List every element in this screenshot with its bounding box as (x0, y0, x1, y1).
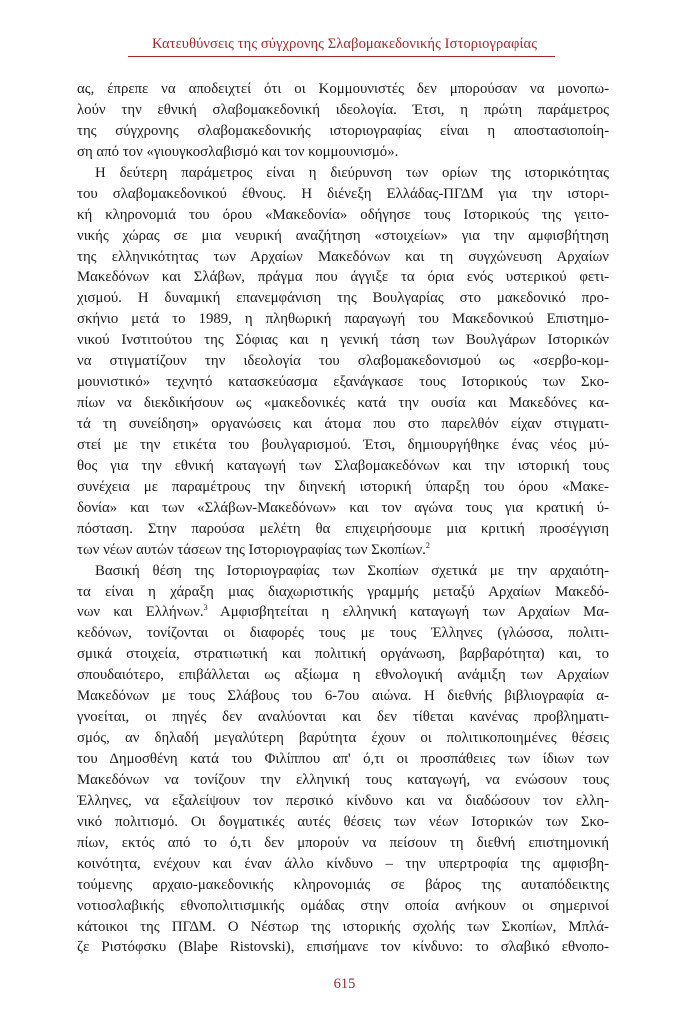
text-line: γνοείται, οι πηγές δεν αναλύονται και δεν τίθεται κανένας προβληματι- (77, 709, 609, 726)
footnote-ref-3[interactable]: 3 (203, 603, 208, 613)
text-line: Μακεδόνων και Σλάβων, πράγμα που άγγιξε τα όρια ενός υστερικού φετι- (77, 269, 609, 286)
line-text: νων και Ελλήνων. (77, 604, 204, 621)
paragraph-1 (77, 79, 609, 163)
text-line: πίων να διεκδικήσουν ως «μακεδονικές κατά την ουσία και Μακεδόνες κα- (77, 395, 609, 412)
text-line (77, 602, 609, 623)
text-line: ας, έπρεπε να αποδειχτεί ότι οι Κομμουνιστές δεν μπορούσαν να μονοπω- (77, 81, 609, 97)
text-line: κοινότητα, ενέχουν και έναν άλλο κίνδυνο – την υπερτροφία της αμφισβη- (77, 855, 609, 872)
header-rule (128, 56, 555, 57)
text-line: Έλληνες, να εξαλείψουν τον περσικό κίνδυνο και να διαδώσουν τον ελλη- (77, 792, 609, 809)
text-line: Βασική θέση της Ιστοριογραφίας των Σκοπίων σχετικά με την αρχαιότη- (95, 562, 609, 579)
text-line: του Δημοσθένη κατά του Φιλίππου απ' ό,τι οι προσπάθειες των ίδιων των (77, 751, 609, 767)
text-line: κή κληρονομιά του όρου «Μακεδονία» οδήγησε τους Ιστορικούς της γειτο- (77, 206, 609, 223)
body-text (77, 79, 609, 958)
text-line: νοτιοσλαβικής εθνοπολιτισμικής ομάδας στην οποία ανήκουν οι σημερινοί (77, 897, 609, 914)
text-line: Μακεδόνων να τονίζουν την ελληνική τους καταγωγή, να ενώσουν τους (77, 771, 609, 788)
text-line: πίων, εκτός από το ό,τι δεν μπορούν να πείσουν τη διεθνή επιστημονική (77, 834, 609, 851)
text-line: σπουδαιότερο, επιβάλλεται ως αξίωμα η εθνολογική ανάμιξη των Αρχαίων (77, 667, 609, 684)
text-line: συνέχεια με παραμέτρους την διηνεκή ιστορική ύπαρξη του όρου «Μακε- (77, 478, 609, 495)
line-text: Αμφισβητείται η ελληνική καταγωγή των Αρχαίων Μα- (207, 604, 609, 621)
text-line: νικής χώρας σε μια νευρική αναζήτηση «στοιχείων» για την αμφισβήτηση (77, 227, 609, 244)
text-line: τούμενης αρχαιο-μακεδονικής κληρονομιάς σε βάρος της αυταπόδεικτης (77, 876, 609, 893)
text-line: σκήνιο μετά το 1989, η πληθωρική παραγωγή του Μακεδονικού Επιστημο- (77, 311, 609, 328)
paragraph-3 (77, 561, 609, 959)
footnote-ref-2[interactable]: 2 (425, 540, 430, 550)
text-line: να στιγματίζουν την ιδεολογία του σλαβομακεδονισμού ως «σερβο-κομ- (77, 353, 609, 370)
text-line: νικό πολιτισμό. Οι δογματικές αυτές θέσεις των νέων Ιστορικών των Σκο- (77, 813, 609, 830)
text-line: λούν την εθνική σλαβομακεδονική ιδεολογία. Έτσι, η πρώτη παράμετρος (77, 101, 609, 118)
paragraph-2 (77, 163, 609, 561)
text-line: Η δεύτερη παράμετρος είναι η διεύρυνση των ορίων της ιστορικότητας (95, 164, 609, 181)
text-line: στεί με την ετικέτα του βουλγαρισμού. Έτσι, δημιουργήθηκε ένας νέος μύ- (77, 436, 609, 453)
text-line: δονία» και των «Σλάβων-Μακεδόνων» και τον αγώνα τους για κρατική ύ- (77, 499, 609, 516)
text-line: της ελληνικότητας των Αρχαίων Μακεδόνων και τη συγχώνευση Αρχαίων (77, 248, 609, 265)
text-line: κάτοικοι της ΠΓΔΜ. Ο Νέστωρ της ιστορικής σχολής των Σκοπίων, Μπλά- (77, 918, 609, 935)
text-line: ζε Ριστόφσκυ (Blaþe Ristovski), επισήμανε τον κίνδυνο: το σλαβικό εθνοπο- (77, 939, 609, 956)
text-line: ση από τον «γιουγκοσλαβισμό και τον κομμουνισμό». (77, 143, 399, 160)
text-line: Μακεδόνων με τους Σλάβους του 6-7ου αιώνα. Η διεθνής βιβλιογραφία α- (77, 688, 609, 705)
text-line: κεδόνων, τονίζονται οι διαφορές τους με τους Έλληνες (γλώσσα, πολιτι- (77, 625, 609, 642)
line-text: των νέων αυτών τάσεων της Ιστοριογραφίας των Σκοπίων. (77, 541, 426, 558)
text-line: σμικά στοιχεία, στρατιωτική και πολιτική οργάνωση, βαρβαρότητα) και, το (77, 646, 609, 663)
text-line: χισμού. Η δυναμική επανεμφάνιση της Βουλγαρίας στο μακεδονικό προ- (77, 290, 609, 307)
text-line: του σλαβομακεδονικού έθνους. Η διένεξη Ελλάδας-ΠΓΔΜ για την ιστορι- (77, 185, 609, 202)
text-line: μουνιστικό» τεχνητό κατασκεύασμα εξανάγκασε τους Ιστορικούς των Σκο- (77, 374, 609, 391)
text-line: της σύγχρονης σλαβομακεδονικής ιστοριογραφίας είναι η αποστασιοποίη- (77, 122, 609, 139)
text-line (77, 540, 609, 561)
text-line: θος για την εθνική καταγωγή των Σλαβομακεδόνων και την ιστορική τους (77, 457, 609, 474)
text-line: πόσταση. Στην παρούσα μελέτη θα επιχειρήσουμε μια κριτική προσέγγιση (77, 520, 609, 537)
running-head: Κατευθύνσεις της σύγχρονης Σλαβομακεδονικής Ιστοριογραφίας (151, 36, 538, 52)
page-number: 615 (333, 976, 356, 992)
text-line: σμός, αν δηλαδή μεγαλύτερη βαρύτητα έχουν οι πολιτικοποιημένες θέσεις (77, 730, 609, 747)
text-line: τά τη συνείδηση» οργανώσεις και άτομα που στο παρελθόν είχαν στιγματι- (77, 416, 609, 432)
text-line: τα είναι η χάραξη μιας διαχωριστικής γραμμής μεταξύ Αρχαίων Μακεδό- (77, 583, 609, 600)
text-line: νικού Ινστιτούτου της Σόφιας και η γενική τάση των Βουλγάρων Ιστορικών (77, 332, 609, 349)
